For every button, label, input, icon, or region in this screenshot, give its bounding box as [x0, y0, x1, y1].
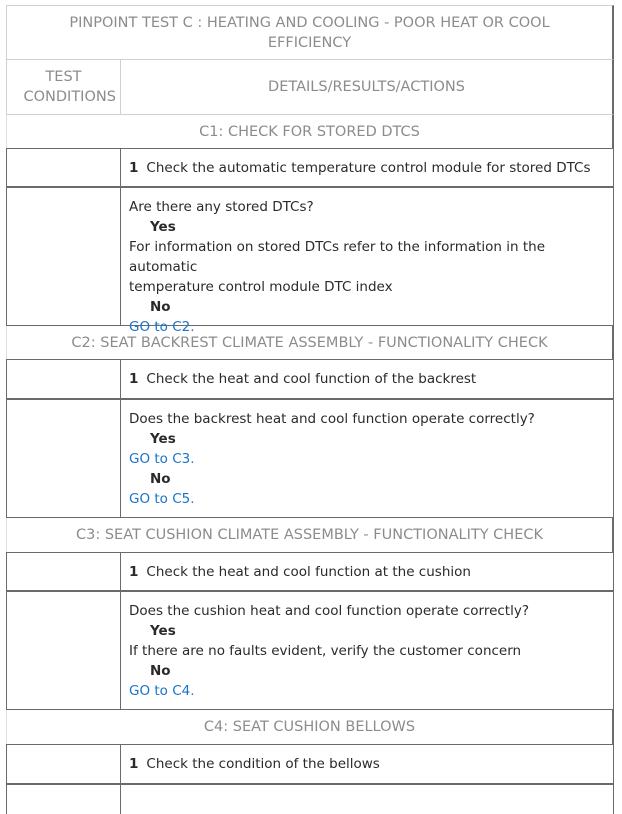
c1-go-to-c2-link[interactable]: GO to C2.	[129, 319, 195, 335]
c2-heading-text: C2: SEAT BACKREST CLIMATE ASSEMBLY - FUNCTIONALITY CHECK	[71, 334, 548, 351]
c2-step-cell	[120, 359, 614, 399]
c4-step-number: 1	[129, 756, 139, 772]
c2-no-label: No	[150, 471, 171, 487]
c4-result-condition-cell	[6, 784, 120, 814]
c2-go-to-c3-link[interactable]: GO to C3.	[129, 451, 195, 467]
column-header-details	[120, 60, 614, 115]
details-label: DETAILS/RESULTS/ACTIONS	[268, 79, 465, 95]
section-heading-c3	[6, 518, 614, 552]
c4-result-cell	[120, 784, 614, 814]
c3-result-cell	[120, 591, 614, 710]
c3-result-condition-cell	[6, 591, 120, 710]
c2-go-to-c5-link[interactable]: GO to C5.	[129, 491, 195, 507]
c3-heading-text: C3: SEAT CUSHION CLIMATE ASSEMBLY - FUNCTIONALITY CHECK	[75, 527, 544, 543]
c1-heading-text: C1: CHECK FOR STORED DTCS	[199, 123, 420, 140]
test-conditions-label: TEST CONDITIONS	[23, 69, 116, 105]
c1-yes-action-line-2: temperature control module DTC index	[129, 279, 393, 295]
section-heading-c1	[6, 115, 614, 148]
c3-yes-label: Yes	[150, 623, 176, 639]
c3-step-number: 1	[129, 563, 139, 580]
c2-result-cell	[120, 399, 614, 518]
c2-step-number: 1	[129, 371, 139, 387]
c1-step-cell	[120, 148, 614, 187]
c3-step-text: Check the heat and cool function at the cushion	[146, 563, 471, 580]
c1-step-text: Check the automatic temperature control module for stored DTCs	[146, 159, 591, 176]
c4-step-text: Check the condition of the bellows	[146, 756, 380, 772]
column-header-test-conditions	[6, 60, 120, 115]
c3-step-cell	[120, 552, 614, 591]
c1-step-condition-cell	[6, 148, 120, 187]
c3-no-label: No	[150, 663, 171, 679]
c1-yes-action-line-1: For information on stored DTCs refer to the information in the automatic	[129, 239, 546, 275]
c3-yes-action: If there are no faults evident, verify the customer concern	[129, 643, 522, 659]
c4-heading-text: C4: SEAT CUSHION BELLOWS	[203, 719, 416, 735]
c3-question: Does the cushion heat and cool function operate correctly?	[129, 603, 530, 619]
test-title-text: PINPOINT TEST C : HEATING AND COOLING - POOR HEAT OR COOL EFFICIENCY	[69, 14, 550, 51]
c1-yes-label: Yes	[150, 219, 176, 235]
c1-step-number: 1	[129, 159, 139, 176]
section-heading-c2	[6, 326, 614, 359]
c3-step-condition-cell	[6, 552, 120, 591]
section-heading-c4	[6, 710, 614, 744]
c2-step-text: Check the heat and cool function of the backrest	[146, 371, 477, 387]
c2-step-condition-cell	[6, 359, 120, 399]
c1-question: Are there any stored DTCs?	[129, 199, 314, 215]
c2-question: Does the backrest heat and cool function operate correctly?	[129, 411, 535, 427]
c1-no-label: No	[150, 299, 171, 315]
c4-step-cell	[120, 744, 614, 784]
c2-yes-label: Yes	[150, 431, 176, 447]
c1-result-condition-cell	[6, 187, 120, 326]
c1-result-cell	[120, 187, 614, 335]
c3-go-to-c4-link[interactable]: GO to C4.	[129, 683, 195, 699]
c4-step-condition-cell	[6, 744, 120, 784]
c2-result-condition-cell	[6, 399, 120, 518]
test-title	[6, 5, 614, 60]
